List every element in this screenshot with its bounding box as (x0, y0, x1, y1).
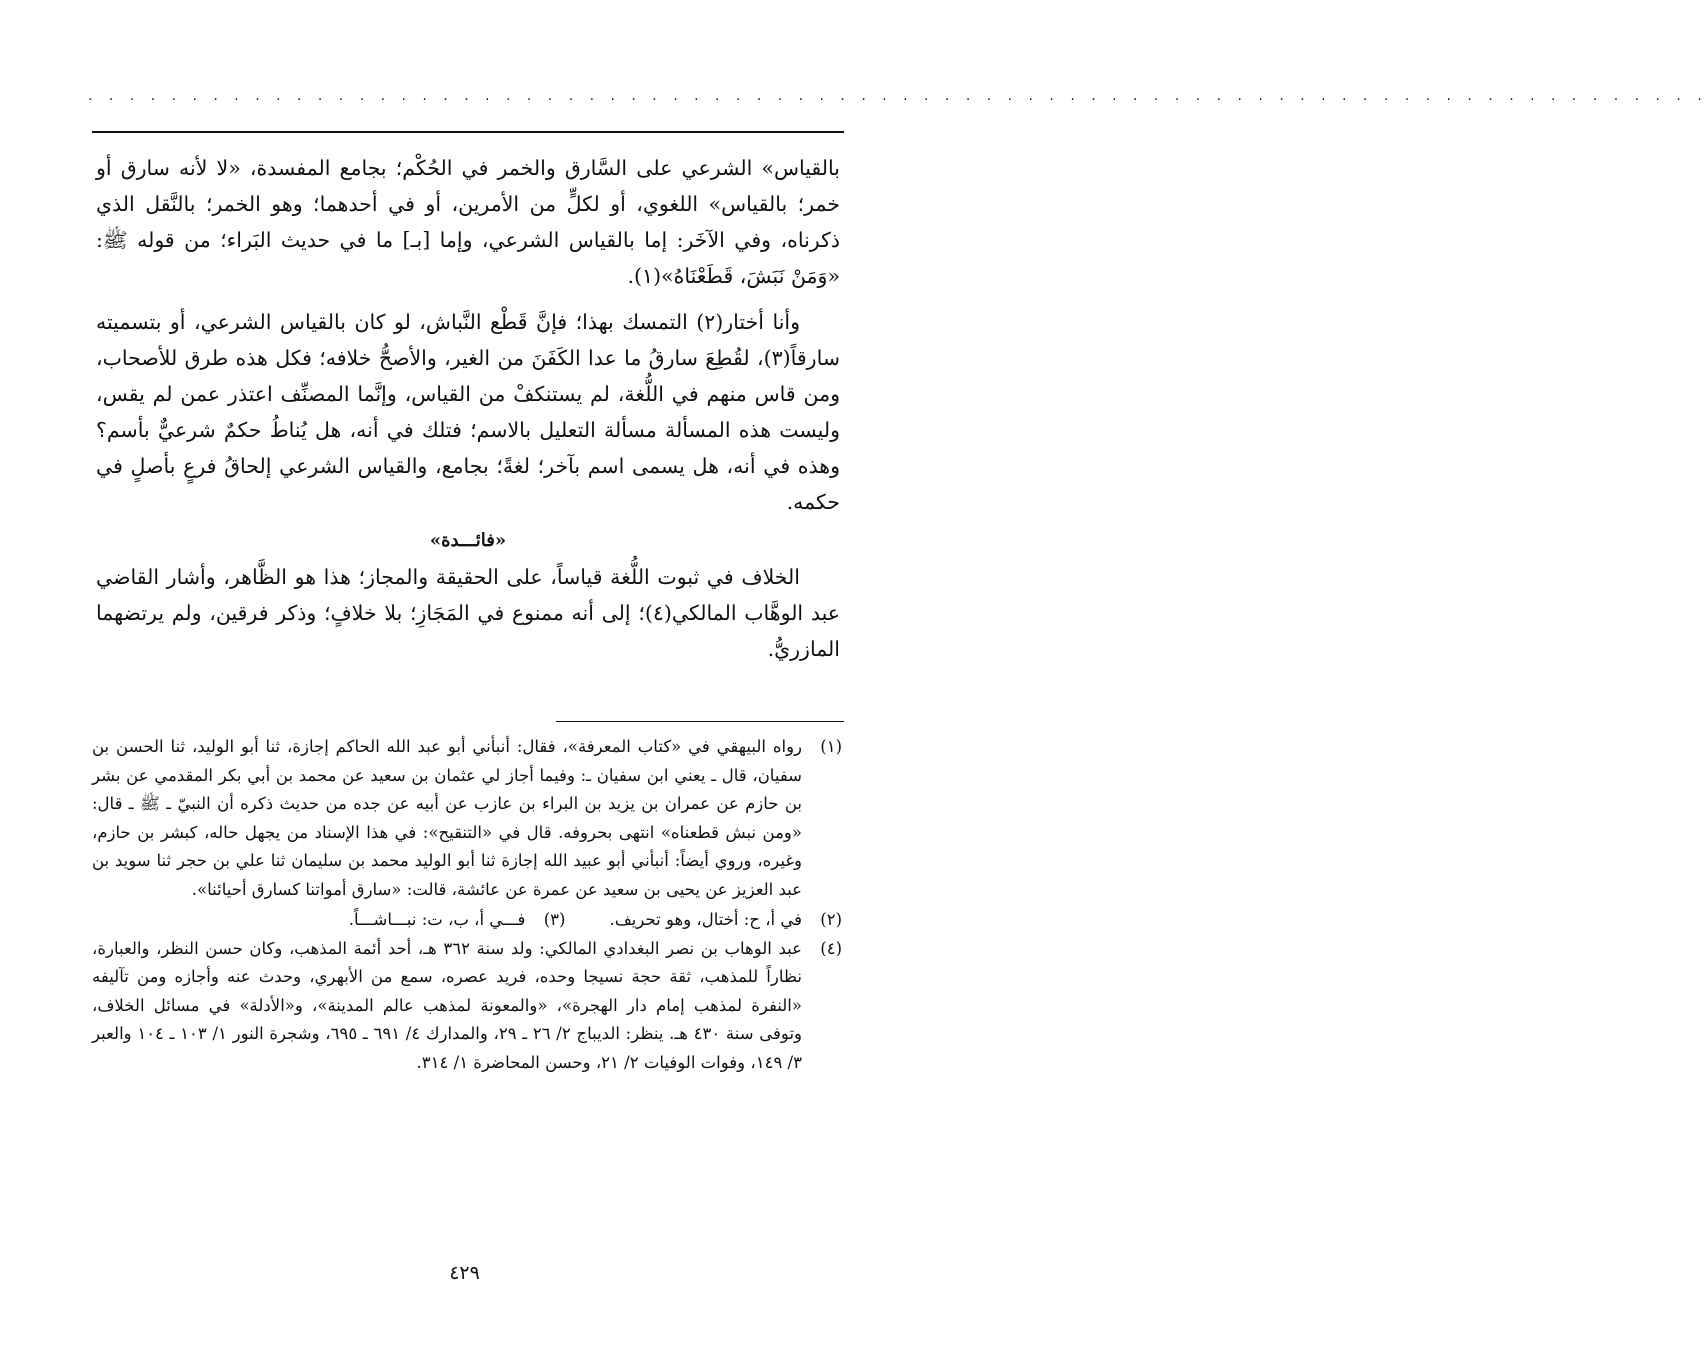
footnotes-2-3-row (92, 906, 842, 935)
footnote-text: في أ، ح: أختال، وهو تحريف. (609, 910, 802, 929)
paragraph-3: الخلاف في ثبوت اللُّغة قياساً، على الحقيقة والمجاز؛ هذا هو الظَّاهر، وأشار القاضي عبد الوهَّاب المالكي(٤)؛ إلى أنه ممنوع في المَجَازِ؛ بلا خلافٍ؛ وذكر فرقين، ولم يرتضهما المازريُّ. (96, 565, 841, 661)
section-heading: «فائـــدة» (429, 530, 507, 551)
footnote-number: (١) (820, 737, 842, 756)
footnote-4 (92, 935, 842, 1078)
footnote-separator (556, 721, 844, 722)
footnote-text: عبد الوهاب بن نصر البغدادي المالكي: ولد سنة ٣٦٢ هـ، أحد أئمة المذهب، وكان حسن النظر، والعبارة، نظاراً للمذهب، ثقة حجة نسيجا وحده، فريد عصره، سمع من الأبهري، وحدث عنه وأجازه ومن تآليفه «النفرة لمذهب إمام دار الهجرة»، «والمعونة لمذهب عالم المدينة»، و«الأدلة» في مسائل الخلاف، وتوفى سنة ٤٣٠ هـ. ينظر: الديباج ٢/ ٢٦ ـ ٢٩، والمدارك ٤/ ٦٩١ ـ ٦٩٥، وشجرة النور ١/ ١٠٣ ـ ١٠٤ والعبر ٣/ ١٤٩، وفوات الوفيات ٢/ ٢١، وحسن المحاضرة ١/ ٣١٤. (92, 938, 803, 1072)
footnote-text: فـــي أ، ب، ت: نبـــاشـــاً. (348, 910, 526, 929)
main-text (96, 150, 840, 667)
footnote-3 (349, 906, 566, 935)
header-rule (92, 131, 844, 133)
paragraph-1: بالقياس» الشرعي على السَّارق والخمر في الحُكْم؛ بجامع المفسدة، «لا لأنه سارق أو خمر؛ بالقياس» اللغوي، أو لكلٍّ من الأمرين، أو في أحدهما؛ وهو الخمر؛ بالنَّقل الذي ذكرناه، وفي الآخَر: إما بالقياس الشرعي، وإما [بـ] ما في حديث البَراء؛ من قوله ﷺ: «وَمَنْ نَبَشَ، قَطَعْنَاهُ»(١). (96, 156, 840, 288)
footnote-number: (٢) (820, 910, 842, 929)
footnote-number: (٤) (820, 938, 842, 958)
footnotes (92, 733, 842, 1077)
paragraph-2: وأنا أختار(٢) التمسك بهذا؛ فإنَّ قَطْع النَّباش، لو كان بالقياس الشرعي، أو بتسميته سارقاً(٣)، لقُطِعَ سارقُ ما عدا الكَفَنَ من الغير، والأصحُّ خلافه؛ فكل هذه طرق للأصحاب، ومن قاس منهم في اللُّغة، لم يستنكفْ من القياس، وإنَّما المصنِّف اعتذر عمن لم يقس، وليست هذه المسألة مسألة التعليل بالاسم؛ فتلك في أنه، هل يُناطُ حكمٌ شرعيٌّ بأسم؟ وهذه في أنه، هل يسمى اسم بآخر؛ لغةً؛ بجامع، والقياس الشرعي إلحاقُ فرعٍ بأصلٍ في حكمه. (96, 310, 840, 514)
footnote-1 (92, 733, 842, 904)
header-dotted-line: . . . . . . . . . . . . . . . . . . . . . . . . . . . . . . . . . . . . . . . . . . . . . . . . . . . . . . . . . . . . . . . . . . . . . . . . . . . . . . (88, 88, 1708, 104)
page-number: ٤٢٩ (449, 1262, 480, 1284)
footnote-2 (609, 906, 842, 935)
footnote-text: رواه البيهقي في «كتاب المعرفة»، فقال: أنبأني أبو عبد الله الحاكم إجازة، ثنا أبو الوليد، ثنا الحسن بن سفيان، قال ـ يعني ابن سفيان ـ: وفيما أجاز لي عثمان بن سعيد عن محمد بن أبي بكر المقدمي عن بشر بن حازم عن عمران بن يزيد بن البراء بن عازب عن أبيه عن جده من حديث ذكره أن النبيّ ـ ﷺ ـ قال: «ومن نبش قطعناه» انتهى بحروفه. قال في «التنقيح»: في هذا الإسناد من يجهل حاله، كبشر بن حازم، وغيره، وروي أيضاً: أنبأني أبو عبيد الله إجازة ثنا أبو الوليد محمد بن سليمان ثنا علي بن حجر ثنا سويد بن عبد العزيز عن يحيى بن سعيد عن عمرة عن عائشة، قالت: «سارق أمواتنا كسارق أحيائنا». (92, 737, 802, 899)
footnote-number: (٣) (543, 910, 566, 929)
